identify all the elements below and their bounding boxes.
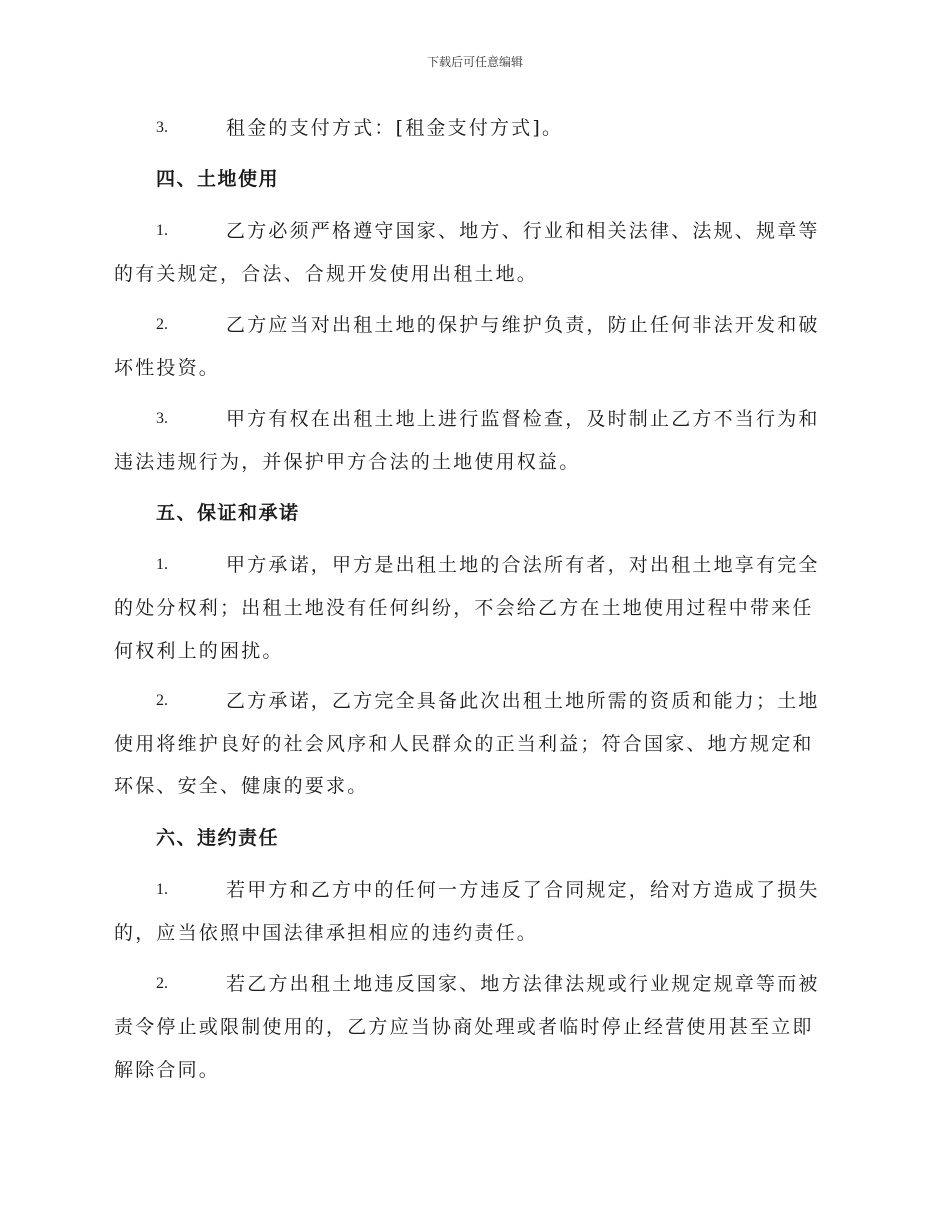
item-number: 3. — [156, 410, 168, 427]
section-heading: 四、土地使用 — [156, 168, 280, 190]
paragraph-line: 解除合同。 — [114, 1059, 221, 1081]
paragraph-line: 的有关规定，合法、合规开发使用出租土地。 — [114, 263, 539, 285]
item-number: 3. — [156, 119, 168, 136]
paragraph-line: 甲方承诺，甲方是出租土地的合法所有者，对出租土地享有完全 — [226, 554, 820, 576]
item-number: 2. — [156, 975, 168, 992]
paragraph-line: 违法违规行为，并保护甲方合法的土地使用权益。 — [114, 451, 581, 473]
paragraph-line: 坏性投资。 — [114, 357, 221, 379]
item-number: 2. — [156, 692, 168, 709]
item-number: 1. — [156, 222, 168, 239]
section-heading: 六、违约责任 — [156, 827, 280, 849]
item-number: 1. — [156, 881, 168, 898]
paragraph-line: 何权利上的困扰。 — [114, 640, 284, 662]
paragraph-line: 的，应当依照中国法律承担相应的违约责任。 — [114, 922, 539, 944]
paragraph-line: 乙方必须严格遵守国家、地方、行业和相关法律、法规、规章等 — [226, 220, 820, 242]
paragraph-line: 乙方承诺，乙方完全具备此次出租土地所需的资质和能力；土地 — [226, 690, 820, 712]
paragraph-line: 乙方应当对出租土地的保护与维护负责，防止任何非法开发和破 — [226, 314, 820, 336]
section-heading: 五、保证和承诺 — [156, 502, 300, 524]
paragraph-line: 使用将维护良好的社会风序和人民群众的正当利益；符合国家、地方规定和 — [114, 733, 814, 755]
paragraph-line: 若甲方和乙方中的任何一方违反了合同规定，给对方造成了损失 — [226, 879, 820, 901]
paragraph-line: 租金的支付方式：[租金支付方式]。 — [226, 117, 564, 139]
paragraph-line: 若乙方出租土地违反国家、地方法律法规或行业规定规章等而被 — [226, 973, 820, 995]
paragraph-line: 责令停止或限制使用的，乙方应当协商处理或者临时停止经营使用甚至立即 — [114, 1016, 814, 1038]
page-header: 下载后可任意编辑 — [426, 55, 523, 69]
item-number: 1. — [156, 556, 168, 573]
item-number: 2. — [156, 316, 168, 333]
paragraph-line: 的处分权利；出租土地没有任何纠纷，不会给乙方在土地使用过程中带来任 — [114, 597, 814, 619]
paragraph-line: 甲方有权在出租土地上进行监督检查，及时制止乙方不当行为和 — [226, 408, 820, 430]
paragraph-line: 环保、安全、健康的要求。 — [114, 775, 369, 797]
